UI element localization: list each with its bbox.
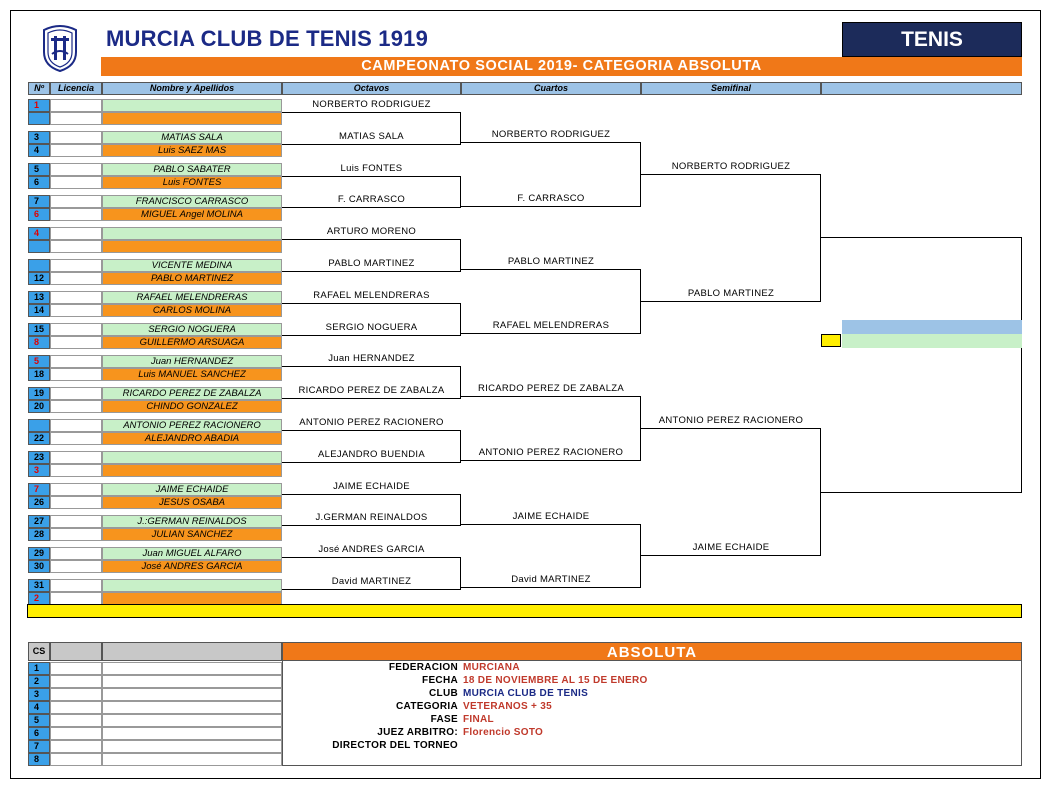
entry-licencia-cell [50, 400, 102, 413]
info-label: FEDERACION [388, 662, 458, 673]
entry-number: 3 [28, 464, 50, 477]
octavos-name: Luis FONTES [340, 162, 403, 174]
info-label: FASE [430, 714, 458, 725]
entry-name [102, 227, 282, 240]
entry-name: JAIME ECHAIDE [102, 483, 282, 496]
entry-licencia-cell [50, 368, 102, 381]
cuartos-name: RICARDO PEREZ DE ZABALZA [477, 383, 625, 395]
entry-number: 14 [28, 304, 50, 317]
info-title: ABSOLUTA [282, 642, 1022, 661]
bracket-line [461, 206, 641, 207]
entry-name: José ANDRES GARCIA [102, 560, 282, 573]
entry-licencia-cell [50, 259, 102, 272]
semifinal-name: PABLO MARTINEZ [687, 287, 775, 299]
octavos-name: Juan HERNANDEZ [328, 353, 415, 365]
entry-number: 1 [28, 99, 50, 112]
cs-name-cell [102, 727, 282, 740]
entry-name: Luis MANUEL SANCHEZ [102, 368, 282, 381]
semifinal-name: NORBERTO RODRIGUEZ [671, 160, 791, 172]
entry-number: 28 [28, 528, 50, 541]
entry-licencia-cell [50, 304, 102, 317]
entry-number: 7 [28, 195, 50, 208]
entry-name: JULIAN SANCHEZ [102, 528, 282, 541]
entry-licencia-cell [50, 483, 102, 496]
bracket-line [461, 460, 641, 461]
entry-name: FRANCISCO CARRASCO [102, 195, 282, 208]
entry-number: 8 [28, 336, 50, 349]
entry-name: MATIAS SALA [102, 131, 282, 144]
cs-licencia-cell [50, 662, 102, 675]
final-result-cell [842, 334, 1022, 348]
entry-licencia-cell [50, 419, 102, 432]
entry-number [28, 112, 50, 125]
bracket-line [282, 366, 461, 367]
entry-name: VICENTE MEDINA [102, 259, 282, 272]
octavos-name: F. CARRASCO [337, 194, 406, 206]
entry-name: ALEJANDRO ABADIA [102, 432, 282, 445]
entry-licencia-cell [50, 560, 102, 573]
cs-number: 8 [28, 753, 50, 766]
entry-name: Luis FONTES [102, 176, 282, 189]
info-label: CLUB [429, 688, 458, 699]
col-header-nombre: Nombre y Apellidos [102, 82, 282, 95]
cs-licencia-cell [50, 688, 102, 701]
separator-bar [27, 604, 1022, 618]
entry-number: 12 [28, 272, 50, 285]
entry-licencia-cell [50, 579, 102, 592]
semifinal-name: JAIME ECHAIDE [692, 542, 770, 554]
octavos-name: David MARTINEZ [331, 576, 412, 587]
entry-number: 7 [28, 483, 50, 496]
info-value: VETERANOS + 35 [463, 701, 552, 712]
entry-licencia-cell [50, 163, 102, 176]
octavos-name: NORBERTO RODRIGUEZ [312, 99, 431, 110]
entry-number: 4 [28, 227, 50, 240]
entry-name: SERGIO NOGUERA [102, 323, 282, 336]
entry-number: 27 [28, 515, 50, 528]
bracket-line [282, 335, 461, 336]
bracket-line [461, 587, 641, 588]
cs-number: 6 [28, 727, 50, 740]
championship-banner: CAMPEONATO SOCIAL 2019- CATEGORIA ABSOLUTA [101, 57, 1022, 76]
bracket-line [282, 430, 461, 431]
entry-number [28, 259, 50, 272]
cs-name-cell [102, 701, 282, 714]
club-title: MURCIA CLUB DE TENIS 1919 [106, 26, 429, 51]
entry-number: 30 [28, 560, 50, 573]
entry-name: Juan MIGUEL ALFARO [102, 547, 282, 560]
cs-licencia-cell [50, 714, 102, 727]
entry-licencia-cell [50, 336, 102, 349]
entry-number: 13 [28, 291, 50, 304]
bracket-line [282, 494, 461, 495]
entry-number: 15 [28, 323, 50, 336]
entry-number: 6 [28, 176, 50, 189]
entry-licencia-cell [50, 99, 102, 112]
cuartos-name: ANTONIO PEREZ RACIONERO [478, 446, 624, 458]
entry-licencia-cell [50, 515, 102, 528]
entry-licencia-cell [50, 227, 102, 240]
bracket-line [282, 176, 461, 177]
entry-number: 3 [28, 131, 50, 144]
cs-name-cell [102, 688, 282, 701]
info-label: FECHA [422, 675, 458, 686]
info-value: Florencio SOTO [463, 727, 544, 738]
info-label: CATEGORIA [396, 701, 458, 712]
entry-number: 26 [28, 496, 50, 509]
bracket-line [461, 142, 641, 143]
entry-licencia-cell [50, 323, 102, 336]
entry-number: 22 [28, 432, 50, 445]
cs-header-licencia [50, 642, 102, 661]
bracket-line [282, 398, 461, 399]
bracket-line [641, 428, 821, 429]
entry-name: JESUS OSABA [102, 496, 282, 509]
bracket-line [461, 333, 641, 334]
entry-licencia-cell [50, 272, 102, 285]
entry-number: 23 [28, 451, 50, 464]
entry-name: CARLOS MOLINA [102, 304, 282, 317]
final-marker-cell [821, 334, 841, 347]
info-value: MURCIA CLUB DE TENIS [463, 688, 589, 699]
cs-name-cell [102, 714, 282, 727]
entry-number [28, 419, 50, 432]
entry-name: MIGUEL Angel MOLINA [102, 208, 282, 221]
entry-name: RAFAEL MELENDRERAS [102, 291, 282, 304]
bracket-line [282, 271, 461, 272]
entry-name [102, 451, 282, 464]
entry-number: 2 [28, 592, 50, 605]
col-header-cuartos: Cuartos [461, 82, 641, 95]
entry-name [102, 240, 282, 253]
col-header-semifinal: Semifinal [641, 82, 821, 95]
entry-number: 18 [28, 368, 50, 381]
entry-name [102, 112, 282, 125]
bracket-line [282, 303, 461, 304]
bracket-line [282, 207, 461, 208]
bracket-line [461, 396, 641, 397]
col-header-octavos: Octavos [282, 82, 461, 95]
cuartos-name: David MARTINEZ [511, 574, 591, 586]
bracket-line [282, 557, 461, 558]
col-header-num: Nº [28, 82, 50, 95]
info-value: 18 DE NOVIEMBRE AL 15 DE ENERO [463, 675, 648, 686]
col-header-licencia: Licencia [50, 82, 102, 95]
info-value: FINAL [463, 714, 494, 725]
octavos-name: RAFAEL MELENDRERAS [313, 289, 430, 301]
bracket-line [282, 589, 461, 590]
entry-name [102, 464, 282, 477]
cuartos-name: JAIME ECHAIDE [512, 510, 590, 522]
entry-name: RICARDO PEREZ DE ZABALZA [102, 387, 282, 400]
entry-name: Luis SAEZ MAS [102, 144, 282, 157]
entry-licencia-cell [50, 432, 102, 445]
entry-number: 19 [28, 387, 50, 400]
cs-number: 7 [28, 740, 50, 753]
bracket-line [461, 269, 641, 270]
octavos-name: J.GERMAN REINALDOS [315, 512, 428, 524]
entry-licencia-cell [50, 387, 102, 400]
bracket-line [1021, 237, 1022, 492]
entry-licencia-cell [50, 528, 102, 541]
cs-licencia-cell [50, 727, 102, 740]
entry-licencia-cell [50, 131, 102, 144]
entry-name: PABLO MARTINEZ [102, 272, 282, 285]
entry-licencia-cell [50, 547, 102, 560]
cs-name-cell [102, 740, 282, 753]
cuartos-name: F. CARRASCO [517, 192, 585, 204]
final-winner-cell [842, 320, 1022, 334]
entry-licencia-cell [50, 496, 102, 509]
entry-licencia-cell [50, 451, 102, 464]
cs-licencia-cell [50, 753, 102, 766]
cs-header-nombre [102, 642, 282, 661]
bracket-line [282, 144, 461, 145]
entry-name [102, 579, 282, 592]
cs-number: 2 [28, 675, 50, 688]
bracket-line [282, 112, 461, 113]
bracket-line [282, 462, 461, 463]
bracket-line [641, 174, 821, 175]
cs-number: 1 [28, 662, 50, 675]
entry-name: PABLO SABATER [102, 163, 282, 176]
info-value: MURCIANA [463, 662, 520, 673]
entry-number: 31 [28, 579, 50, 592]
entry-licencia-cell [50, 208, 102, 221]
octavos-name: RICARDO PEREZ DE ZABALZA [298, 385, 445, 397]
entry-number: 5 [28, 163, 50, 176]
bracket-line [461, 524, 641, 525]
octavos-name: PABLO MARTINEZ [328, 258, 415, 269]
col-header-final [821, 82, 1022, 95]
cs-number: 5 [28, 714, 50, 727]
octavos-name: SERGIO NOGUERA [325, 321, 418, 333]
bracket-line [282, 525, 461, 526]
octavos-name: José ANDRES GARCIA [318, 544, 425, 556]
bracket-line [641, 301, 821, 302]
cs-name-cell [102, 662, 282, 675]
entry-number: 6 [28, 208, 50, 221]
entry-licencia-cell [50, 291, 102, 304]
entry-number: 4 [28, 144, 50, 157]
bracket-line [282, 239, 461, 240]
entry-licencia-cell [50, 355, 102, 368]
entry-licencia-cell [50, 240, 102, 253]
bracket-line [641, 555, 821, 556]
entry-number [28, 240, 50, 253]
cs-licencia-cell [50, 740, 102, 753]
cuartos-name: RAFAEL MELENDRERAS [492, 319, 610, 331]
entry-licencia-cell [50, 176, 102, 189]
entry-name: ANTONIO PEREZ RACIONERO [102, 419, 282, 432]
entry-licencia-cell [50, 112, 102, 125]
bracket-line [821, 492, 1021, 493]
cuartos-name: PABLO MARTINEZ [507, 256, 595, 268]
entry-name: CHINDO GONZALEZ [102, 400, 282, 413]
cs-number: 3 [28, 688, 50, 701]
entry-name [102, 99, 282, 112]
octavos-name: ALEJANDRO BUENDIA [318, 448, 425, 460]
cs-number: 4 [28, 701, 50, 714]
cs-licencia-cell [50, 701, 102, 714]
octavos-name: JAIME ECHAIDE [333, 480, 410, 492]
entry-licencia-cell [50, 464, 102, 477]
entry-name: Juan HERNANDEZ [102, 355, 282, 368]
entry-name: J.:GERMAN REINALDOS [102, 515, 282, 528]
entry-number: 29 [28, 547, 50, 560]
entry-number: 5 [28, 355, 50, 368]
semifinal-name: ANTONIO PEREZ RACIONERO [658, 415, 804, 427]
entry-licencia-cell [50, 144, 102, 157]
info-label: JUEZ ARBITRO: [377, 727, 458, 738]
info-label: DIRECTOR DEL TORNEO [332, 740, 458, 751]
entry-licencia-cell [50, 195, 102, 208]
cs-header: CS [28, 642, 50, 661]
octavos-name: ANTONIO PEREZ RACIONERO [299, 417, 444, 428]
sport-label: TENIS [842, 22, 1022, 57]
cs-licencia-cell [50, 675, 102, 688]
octavos-name: ARTURO MORENO [326, 226, 417, 238]
cs-name-cell [102, 753, 282, 766]
entry-number: 20 [28, 400, 50, 413]
entry-name: GUILLERMO ARSUAGA [102, 336, 282, 349]
bracket-line [821, 237, 1021, 238]
cuartos-name: NORBERTO RODRIGUEZ [491, 128, 611, 140]
club-logo-icon [42, 24, 78, 72]
cs-name-cell [102, 675, 282, 688]
octavos-name: MATIAS SALA [339, 130, 404, 142]
